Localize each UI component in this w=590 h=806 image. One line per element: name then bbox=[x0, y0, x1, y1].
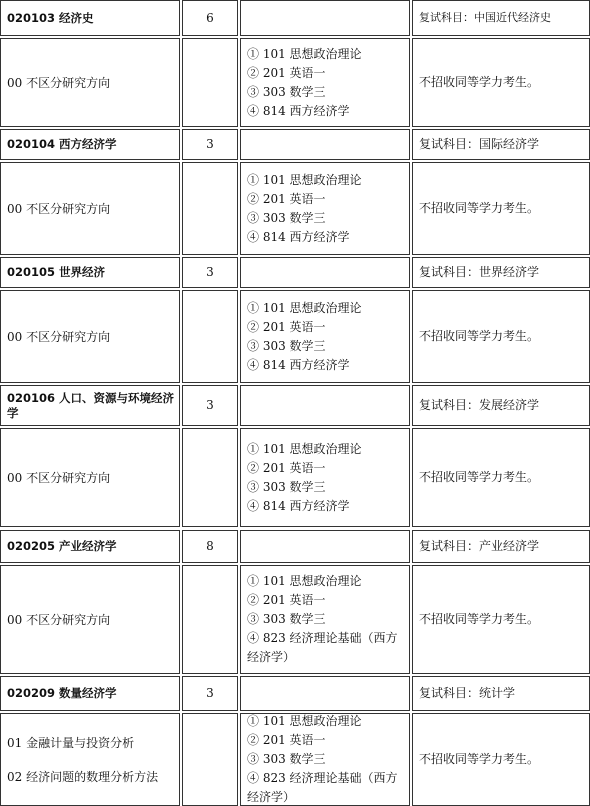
exam-subject: ② 201 英语一 bbox=[247, 65, 326, 80]
remark-cell bbox=[412, 38, 590, 127]
retest-subject-cell bbox=[412, 0, 590, 36]
program-name-cell bbox=[0, 385, 180, 426]
exam-subject: ① 101 思想政治理论 bbox=[247, 441, 362, 456]
exam-subject: ④ 823 经济理论基础（西方经济学） bbox=[247, 771, 398, 804]
remark-text: 不招收同等学力考生。 bbox=[419, 201, 540, 216]
program-name: 020205 产业经济学 bbox=[7, 539, 117, 553]
retest-subject-cell bbox=[412, 385, 590, 426]
retest-subject: 复试科目：世界经济学 bbox=[419, 265, 540, 280]
exam-subject: ② 201 英语一 bbox=[247, 460, 326, 475]
exam-subject: ③ 303 数学三 bbox=[247, 479, 326, 494]
research-direction-list bbox=[7, 74, 110, 92]
remark-cell bbox=[412, 565, 590, 674]
research-direction: 01 金融计量与投资分析 bbox=[7, 735, 135, 750]
exam-subject: ③ 303 数学三 bbox=[247, 752, 326, 766]
research-direction: 00 不区分研究方向 bbox=[7, 75, 111, 90]
exam-subjects-empty-cell bbox=[240, 676, 410, 711]
exam-subjects-cell bbox=[240, 565, 410, 674]
research-direction: 00 不区分研究方向 bbox=[7, 470, 111, 485]
retest-subject: 复试科目：发展经济学 bbox=[419, 398, 540, 413]
program-name-cell bbox=[0, 676, 180, 711]
program-name-cell bbox=[0, 0, 180, 36]
remark-text: 不招收同等学力考生。 bbox=[419, 470, 540, 485]
exam-subject: ② 201 英语一 bbox=[247, 319, 326, 334]
enrollment-count: 8 bbox=[206, 539, 214, 554]
exam-subject: ④ 814 西方经济学 bbox=[247, 357, 350, 372]
exam-subject: ④ 814 西方经济学 bbox=[247, 229, 350, 244]
remark-text: 不招收同等学力考生。 bbox=[419, 752, 540, 767]
exam-subjects-cell bbox=[240, 38, 410, 127]
retest-subject: 复试科目：统计学 bbox=[419, 686, 516, 701]
count-empty-cell bbox=[182, 38, 238, 127]
enrollment-count-cell bbox=[182, 530, 238, 563]
exam-subjects-empty-cell bbox=[240, 385, 410, 426]
research-direction: 00 不区分研究方向 bbox=[7, 329, 111, 344]
research-direction: 02 经济问题的数理分析方法 bbox=[7, 769, 159, 784]
retest-subject: 复试科目：国际经济学 bbox=[419, 137, 540, 152]
research-direction-cell bbox=[0, 428, 180, 527]
remark-cell bbox=[412, 290, 590, 383]
research-direction-list bbox=[7, 469, 110, 487]
exam-subject: ① 101 思想政治理论 bbox=[247, 172, 362, 187]
retest-subject-cell bbox=[412, 676, 590, 711]
exam-subject: ④ 814 西方经济学 bbox=[247, 103, 350, 118]
exam-subjects-empty-cell bbox=[240, 0, 410, 36]
exam-subject: ③ 303 数学三 bbox=[247, 612, 326, 626]
exam-subject: ③ 303 数学三 bbox=[247, 210, 326, 225]
remark-text: 不招收同等学力考生。 bbox=[419, 329, 540, 344]
exam-subject: ④ 814 西方经济学 bbox=[247, 498, 350, 513]
remark-text: 不招收同等学力考生。 bbox=[419, 75, 540, 90]
remark-cell bbox=[412, 162, 590, 255]
research-direction: 00 不区分研究方向 bbox=[7, 201, 111, 216]
exam-subjects-empty-cell bbox=[240, 530, 410, 563]
research-direction-cell bbox=[0, 162, 180, 255]
exam-subject-list bbox=[247, 171, 362, 247]
exam-subject: ④ 823 经济理论基础（西方经济学） bbox=[247, 631, 398, 664]
count-empty-cell bbox=[182, 290, 238, 383]
retest-subject: 复试科目：中国近代经济史 bbox=[419, 10, 551, 24]
exam-subjects-cell bbox=[240, 428, 410, 527]
exam-subject-list bbox=[247, 713, 409, 806]
exam-subject: ③ 303 数学三 bbox=[247, 338, 326, 353]
research-direction-cell bbox=[0, 38, 180, 127]
remark-text: 不招收同等学力考生。 bbox=[419, 612, 540, 627]
enrollment-count: 3 bbox=[206, 265, 214, 280]
research-direction-cell bbox=[0, 290, 180, 383]
program-name-cell bbox=[0, 257, 180, 288]
program-name: 020105 世界经济 bbox=[7, 265, 106, 279]
count-empty-cell bbox=[182, 565, 238, 674]
research-direction-cell bbox=[0, 565, 180, 674]
program-name-cell bbox=[0, 530, 180, 563]
retest-subject-cell bbox=[412, 257, 590, 288]
enrollment-count: 3 bbox=[206, 398, 214, 413]
count-empty-cell bbox=[182, 428, 238, 527]
research-direction-list bbox=[7, 734, 158, 786]
research-direction-list bbox=[7, 611, 110, 629]
exam-subjects-empty-cell bbox=[240, 257, 410, 288]
exam-subject: ③ 303 数学三 bbox=[247, 84, 326, 99]
retest-subject-cell bbox=[412, 129, 590, 160]
program-name: 020104 西方经济学 bbox=[7, 137, 117, 151]
retest-subject: 复试科目：产业经济学 bbox=[419, 539, 540, 554]
program-name: 020106 人口、资源与环境经济学 bbox=[7, 390, 175, 420]
program-name: 020103 经济史 bbox=[7, 10, 94, 25]
exam-subject: ② 201 英语一 bbox=[247, 733, 326, 747]
enrollment-count: 3 bbox=[206, 137, 214, 152]
exam-subject: ① 101 思想政治理论 bbox=[247, 300, 362, 315]
enrollment-count-cell bbox=[182, 385, 238, 426]
research-direction-list bbox=[7, 328, 110, 346]
research-direction-list bbox=[7, 200, 110, 218]
research-direction: 00 不区分研究方向 bbox=[7, 612, 111, 627]
count-empty-cell bbox=[182, 162, 238, 255]
exam-subject: ① 101 思想政治理论 bbox=[247, 574, 362, 588]
enrollment-count-cell bbox=[182, 0, 238, 36]
exam-subjects-empty-cell bbox=[240, 129, 410, 160]
exam-subject-list bbox=[247, 572, 409, 667]
research-direction-cell bbox=[0, 713, 180, 806]
exam-subject: ① 101 思想政治理论 bbox=[247, 714, 362, 728]
exam-subject-list bbox=[247, 45, 362, 121]
program-name: 020209 数量经济学 bbox=[7, 686, 117, 700]
exam-subject-list bbox=[247, 299, 362, 375]
exam-subjects-cell bbox=[240, 713, 410, 806]
enrollment-count-cell bbox=[182, 257, 238, 288]
exam-subject: ② 201 英语一 bbox=[247, 191, 326, 206]
enrollment-count: 3 bbox=[206, 686, 214, 701]
remark-cell bbox=[412, 713, 590, 806]
remark-cell bbox=[412, 428, 590, 527]
exam-subject: ① 101 思想政治理论 bbox=[247, 46, 362, 61]
count-empty-cell bbox=[182, 713, 238, 806]
retest-subject-cell bbox=[412, 530, 590, 563]
enrollment-count-cell bbox=[182, 129, 238, 160]
exam-subject: ② 201 英语一 bbox=[247, 593, 326, 607]
exam-subjects-cell bbox=[240, 290, 410, 383]
enrollment-count: 6 bbox=[206, 10, 214, 25]
program-name-cell bbox=[0, 129, 180, 160]
enrollment-count-cell bbox=[182, 676, 238, 711]
exam-subject-list bbox=[247, 440, 362, 516]
exam-subjects-cell bbox=[240, 162, 410, 255]
